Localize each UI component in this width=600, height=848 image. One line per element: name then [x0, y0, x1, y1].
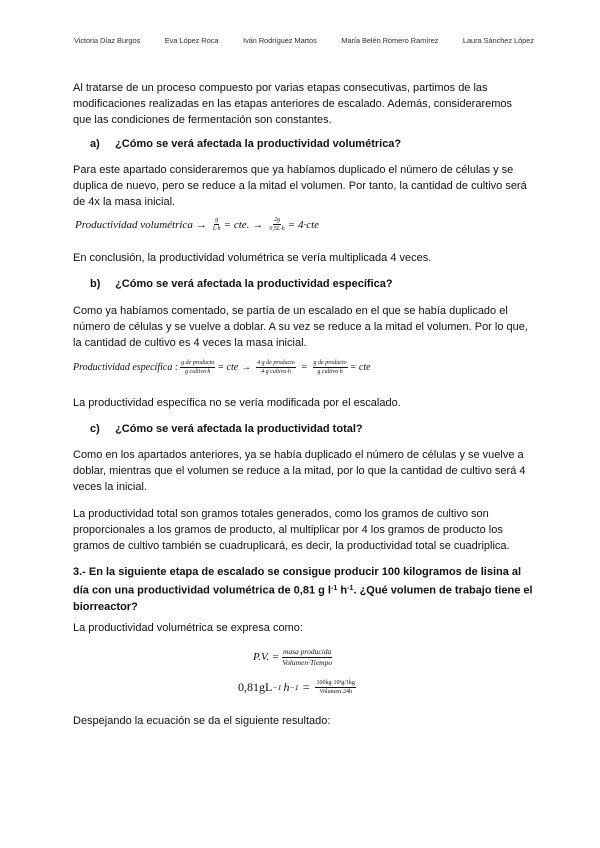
- equation-lhs: P.V. =: [253, 651, 280, 663]
- equation-rhs: = cte: [349, 362, 371, 373]
- equals-sign: =: [302, 680, 310, 694]
- equation-productividad-especifica: [73, 360, 371, 375]
- arrow-icon: →: [241, 362, 252, 373]
- section-b-label: b): [90, 278, 101, 290]
- superscript: -1: [330, 584, 338, 592]
- section-a-title: ¿Cómo se verá afectada la productividad volumétrica?: [115, 138, 402, 150]
- equation-lhs: Productividad volumétrica: [75, 218, 193, 231]
- section-c-paragraph-2: La productividad total son gramos totales generados, como los gramos de cultivo son proporcionales a los gramos de producto, al multiplicar por 4 los gramos de producto los gramos de cultivo también se cuadruplicará, es decir, la productividad total se cuadriplica.: [73, 508, 510, 552]
- equation-rhs: = 4·cte: [287, 218, 320, 231]
- section-b-heading: [90, 276, 530, 292]
- equation-unit: h: [283, 680, 290, 694]
- author-name: Eva López Roca: [164, 36, 219, 45]
- section-c-paragraph-1: Como en los apartados anteriores, ya se había duplicado el número de células y se vuelve a doblar, mientras que el volumen se reduce a la mitad, por lo que la cantidad de cultivo será 4 veces la inicial.: [73, 449, 526, 493]
- question-3-text: . ¿Qué volumen de trabajo tiene el biorreactor?: [73, 584, 533, 613]
- fraction: [256, 360, 296, 375]
- fraction-denominator: g cultivo·h: [185, 369, 211, 375]
- fraction: [180, 360, 215, 375]
- fraction: [268, 217, 285, 232]
- equation-middle: = cte: [217, 362, 239, 373]
- author-name: María Belén Romero Ramírez: [341, 36, 439, 45]
- equation-productividad-volumetrica: [75, 217, 319, 232]
- section-a-paragraph-2: En conclusión, la productividad volumétrica se vería multiplicada 4 veces.: [73, 252, 432, 264]
- fraction: [315, 680, 355, 695]
- question-3-text: h: [337, 584, 348, 597]
- section-3-paragraph-2: Despejando la ecuación se da el siguiente resultado:: [73, 715, 331, 727]
- superscript: −1: [289, 683, 299, 692]
- section-c-heading: [90, 421, 530, 437]
- page-header-authors: [74, 36, 534, 45]
- question-3-text: 3.- En la siguiente etapa de escalado se consigue producir 100 kilogramos de lisina al día con una productividad volumétrica de 0,81 g l: [73, 566, 522, 597]
- equation-middle: = cte.: [223, 218, 250, 231]
- fraction-denominator: Volumen·24h: [319, 689, 352, 695]
- section-a-label: a): [90, 138, 100, 150]
- section-a-heading: [90, 136, 530, 152]
- author-name: Iván Rodríguez Martos: [242, 36, 317, 45]
- intro-paragraph: Al tratarse de un proceso compuesto por varias etapas consecutivas, partimos de las modificaciones realizadas en las etapas anteriores de escalado. Además, consideraremos que las condiciones de fermentación son constantes.: [73, 82, 513, 126]
- fraction-denominator: 0,5L·h: [269, 226, 285, 232]
- fraction-numerator: g de producto: [313, 360, 347, 366]
- equation-pv-values: [238, 680, 358, 695]
- fraction-numerator: 4·g de producto: [257, 360, 295, 366]
- superscript: -1: [347, 584, 354, 592]
- equals-sign: =: [300, 362, 308, 373]
- fraction: [281, 648, 333, 666]
- fraction-numerator: 2g: [274, 217, 281, 223]
- fraction-numerator: g de producto: [181, 360, 215, 366]
- author-name: Laura Sánchez López: [462, 36, 534, 45]
- section-a-paragraph-1: Para este apartado consideraremos que ya habíamos duplicado el número de células y se duplica de nuevo, pero se reduce a la mitad el volumen. Por tanto, la cantidad de cultivo será de 4x la masa inicial.: [73, 164, 527, 208]
- fraction-denominator: L·h: [212, 226, 221, 232]
- section-b-paragraph-2: La productividad específica no se vería modificada por el escalado.: [73, 397, 401, 409]
- section-b-title: ¿Cómo se verá afectada la productividad específica?: [115, 278, 393, 290]
- arrow-icon: →: [252, 218, 264, 231]
- fraction-numerator: 100kg·10³g/1kg: [316, 680, 355, 686]
- section-b-paragraph-1: Como ya habíamos comentado, se partía de un escalado en el que se había duplicado el número de células y se vuelve a doblar. A su vez se reduce a la mitad el volumen. Por lo que, la cantidad de cultivo es 4 veces la masa inicial.: [73, 305, 528, 349]
- fraction-denominator: Volumen·Tiempo: [282, 657, 333, 667]
- fraction-denominator: 4·g cultivo·h: [261, 369, 291, 375]
- author-name: Victoria Díaz Burgos: [74, 36, 141, 45]
- fraction-numerator: g: [215, 217, 219, 223]
- equation-lhs: 0,81gL: [238, 680, 273, 694]
- section-3-paragraph-1: La productividad volumétrica se expresa como:: [73, 622, 303, 634]
- section-c-title: ¿Cómo se verá afectada la productividad total?: [115, 423, 363, 435]
- equation-pv-definition: [253, 648, 335, 666]
- arrow-icon: →: [195, 218, 207, 231]
- fraction-denominator: g cultivo·h: [317, 369, 343, 375]
- equation-lhs: Productividad específica :: [73, 362, 179, 373]
- superscript: −1: [272, 683, 282, 692]
- fraction: [212, 217, 222, 232]
- question-3-heading: [73, 564, 533, 615]
- fraction-numerator: masa producida: [283, 647, 332, 656]
- section-c-label: c): [90, 423, 100, 435]
- fraction: [313, 360, 348, 375]
